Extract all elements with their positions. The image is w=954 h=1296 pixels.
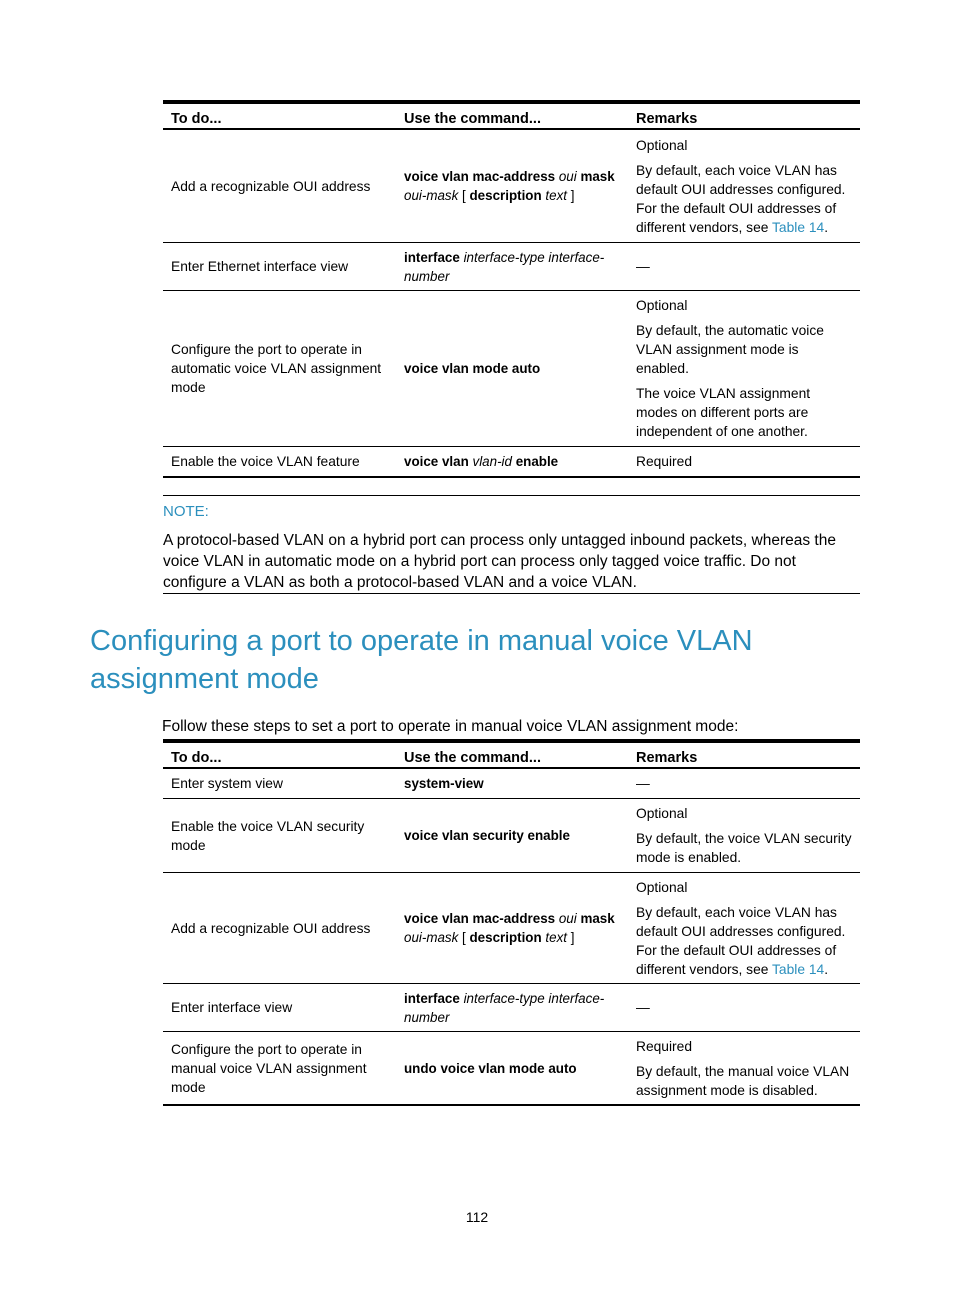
remarks-cell: — (628, 242, 860, 290)
task-cell: Enable the voice VLAN feature (163, 446, 396, 477)
cmd-bracket: ] (567, 930, 575, 945)
cmd-keyword: voice vlan mac-address (404, 169, 556, 185)
command-cell (396, 798, 628, 872)
cmd-bracket: [ (458, 930, 470, 945)
task-cell: Enter system view (163, 768, 396, 798)
command-cell (396, 446, 628, 477)
remark-line: Optional (636, 806, 688, 821)
cmd-keyword: interface (404, 990, 460, 1006)
task-cell: Add a recognizable OUI address (163, 872, 396, 983)
cmd-keyword: voice vlan mac-address (404, 911, 556, 926)
cmd-arg: vlan-id (472, 454, 512, 470)
command-cell (396, 872, 628, 983)
command-cell (396, 242, 628, 290)
section-title: Configuring a port to operate in manual voice VLAN assignment mode (90, 625, 753, 695)
cmd-keyword: system-view (404, 776, 484, 792)
page-number: 112 (465, 1209, 489, 1225)
remarks-cell (628, 1031, 860, 1105)
remark-line (636, 161, 852, 237)
table-row (163, 872, 860, 983)
header-todo: To do... (163, 741, 396, 768)
header-command: Use the command... (396, 741, 628, 768)
cmd-keyword: description (469, 930, 542, 945)
remark-text: By default, each voice VLAN has default OUI addresses configured. For the default OUI addresses of different vendors, see (636, 904, 846, 977)
task-cell: Add a recognizable OUI address (163, 129, 396, 242)
table-row (163, 798, 860, 872)
cmd-arg: oui (558, 911, 577, 926)
cmd-keyword: interface (404, 249, 460, 265)
remark-text: . (824, 219, 829, 235)
remark-text: . (824, 961, 829, 977)
cmd-arg: interface-type interface-number (404, 249, 605, 284)
cmd-arg: oui (558, 169, 577, 185)
remark-line: Optional (636, 137, 688, 153)
command-cell (396, 983, 628, 1031)
cmd-keyword: undo voice vlan mode auto (404, 1060, 577, 1076)
remarks-cell: — (628, 983, 860, 1031)
table-row (163, 1031, 860, 1105)
section-intro: Follow these steps to set a port to operate in manual voice VLAN assignment mode: (162, 718, 739, 735)
cmd-arg: text (545, 930, 567, 945)
command-cell (396, 129, 628, 242)
cmd-bracket: ] (567, 188, 575, 204)
remarks-cell (628, 290, 860, 446)
cmd-keyword: voice vlan (404, 454, 469, 470)
command-table-2 (163, 739, 860, 1106)
table-row (163, 129, 860, 242)
header-command: Use the command... (396, 102, 628, 129)
header-todo: To do... (163, 102, 396, 129)
remarks-cell (628, 129, 860, 242)
cmd-bracket: [ (458, 188, 470, 204)
task-cell: Enter Ethernet interface view (163, 242, 396, 290)
cmd-keyword: enable (515, 454, 559, 470)
note-text: A protocol-based VLAN on a hybrid port can process only untagged inbound packets, whereas the voice VLAN in automatic mode on a hybrid port can process only tagged voice traffic. Do not configure a VLAN as both a protocol-based VLAN and a voice VLAN. (163, 532, 836, 591)
cmd-keyword: voice vlan mode auto (404, 361, 541, 376)
remark-line: Required (636, 1038, 692, 1054)
remarks-cell (628, 798, 860, 872)
remark-line (636, 903, 852, 979)
table-row (163, 768, 860, 798)
cmd-arg: text (545, 188, 567, 204)
table-row (163, 290, 860, 446)
note-label: NOTE: (163, 503, 209, 520)
task-cell: Configure the port to operate in automatic voice VLAN assignment mode (163, 290, 396, 446)
task-cell: Enter interface view (163, 983, 396, 1031)
table-14-link[interactable]: Table 14 (772, 961, 825, 977)
cmd-arg: interface-type interface-number (404, 990, 605, 1025)
cmd-keyword: mask (580, 169, 615, 185)
command-cell (396, 768, 628, 798)
table-row (163, 242, 860, 290)
remark-line: Optional (636, 879, 688, 895)
table-row (163, 446, 860, 477)
table-row (163, 983, 860, 1031)
task-cell: Configure the port to operate in manual voice VLAN assignment mode (163, 1031, 396, 1105)
remarks-cell: Required (628, 446, 860, 477)
remarks-cell: — (628, 768, 860, 798)
task-cell: Enable the voice VLAN security mode (163, 798, 396, 872)
remark-line: Optional (636, 298, 688, 313)
note-box (163, 495, 860, 594)
remark-text: By default, each voice VLAN has default OUI addresses configured. For the default OUI addresses of different vendors, see (636, 162, 846, 235)
cmd-keyword: description (469, 188, 542, 204)
command-cell (396, 1031, 628, 1105)
header-remarks: Remarks (628, 741, 860, 768)
remark-line: By default, the voice VLAN security mode is enabled. (636, 831, 852, 865)
remark-line: By default, the manual voice VLAN assignment mode is disabled. (636, 1063, 850, 1098)
cmd-keyword: mask (580, 911, 615, 926)
command-cell (396, 290, 628, 446)
remarks-cell (628, 872, 860, 983)
table-header-row (163, 741, 860, 768)
header-remarks: Remarks (628, 102, 860, 129)
table-header-row (163, 102, 860, 129)
cmd-arg: oui-mask (404, 930, 459, 945)
cmd-arg: oui-mask (404, 188, 459, 204)
cmd-keyword: voice vlan security enable (404, 828, 570, 843)
command-table-1 (163, 100, 860, 478)
table-14-link[interactable]: Table 14 (772, 219, 825, 235)
remark-line: By default, the automatic voice VLAN assignment mode is enabled. (636, 323, 824, 376)
remark-line: The voice VLAN assignment modes on different ports are independent of one another. (636, 386, 811, 439)
